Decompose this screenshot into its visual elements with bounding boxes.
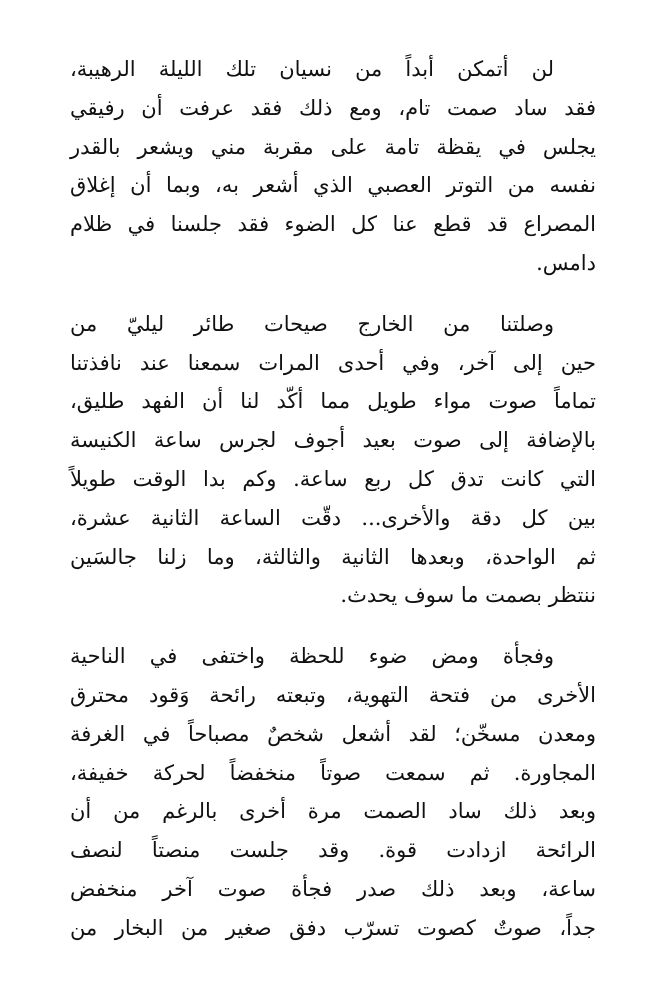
text-line: لن أتمكن أبداً من نسيان تلك الليلة الرهيبة، <box>70 57 554 81</box>
paragraph-3 <box>70 637 596 947</box>
text-line: تماماً صوت مواء طويل مما أكّد لنا أن الفهد طليق، <box>70 389 596 414</box>
paragraph-1 <box>70 50 596 283</box>
text-line: حين إلى آخر، وفي أحدى المرات سمعنا عند نافذتنا <box>70 350 596 375</box>
text-line: المصراع قد قطع عنا كل الضوء فقد جلسنا في ظلام <box>70 212 596 237</box>
text-line: يجلس في يقظة تامة على مقربة مني ويشعر بالقدر <box>70 134 596 159</box>
text-line: بالإضافة إلى صوت بعيد أجوف لجرس ساعة الكنيسة <box>70 428 596 453</box>
text-line: ننتظر بصمت ما سوف يحدث. <box>340 583 596 608</box>
text-line: فقد ساد صمت تام، ومع ذلك فقد عرفت أن رفيقي <box>70 95 596 120</box>
text-line: وصلتنا من الخارج صيحات طائر ليليّ من <box>70 311 554 336</box>
text-line: بين كل دقة والأخرى... دقّت الساعة الثانية عشرة، <box>70 505 596 530</box>
text-line: ساعة، وبعد ذلك صدر فجأة صوت آخر منخفض <box>70 876 596 901</box>
text-line: ومعدن مسخّن؛ لقد أشعل شخصٌ مصباحاً في الغرفة <box>70 721 596 746</box>
text-line: المجاورة. ثم سمعت صوتاً منخفضاً لحركة خفيفة، <box>70 760 596 785</box>
text-line: دامس. <box>536 250 596 275</box>
text-line: جداً، صوتٌ كصوت تسرّب دفق صغير من البخار من <box>70 915 596 940</box>
text-line: الأخرى من فتحة التهوية، وتبعته رائحة وَقود محترق <box>70 682 596 707</box>
text-line: نفسه من التوتر العصبي الذي أشعر به، وبما أن إغلاق <box>70 173 596 198</box>
text-line: ثم الواحدة، وبعدها الثانية والثالثة، وما زلنا جالسَين <box>70 544 596 569</box>
text-line: الرائحة ازدادت قوة. وقد جلست منصتاً لنصف <box>70 838 596 863</box>
text-line: التي كانت تدق كل ربع ساعة. وكم بدا الوقت طويلاً <box>70 466 596 491</box>
text-line: وبعد ذلك ساد الصمت مرة أخرى بالرغم من أن <box>70 799 596 824</box>
paragraph-2 <box>70 305 596 615</box>
text-line: وفجأة ومض ضوء للحظة واختفى في الناحية <box>70 644 554 669</box>
